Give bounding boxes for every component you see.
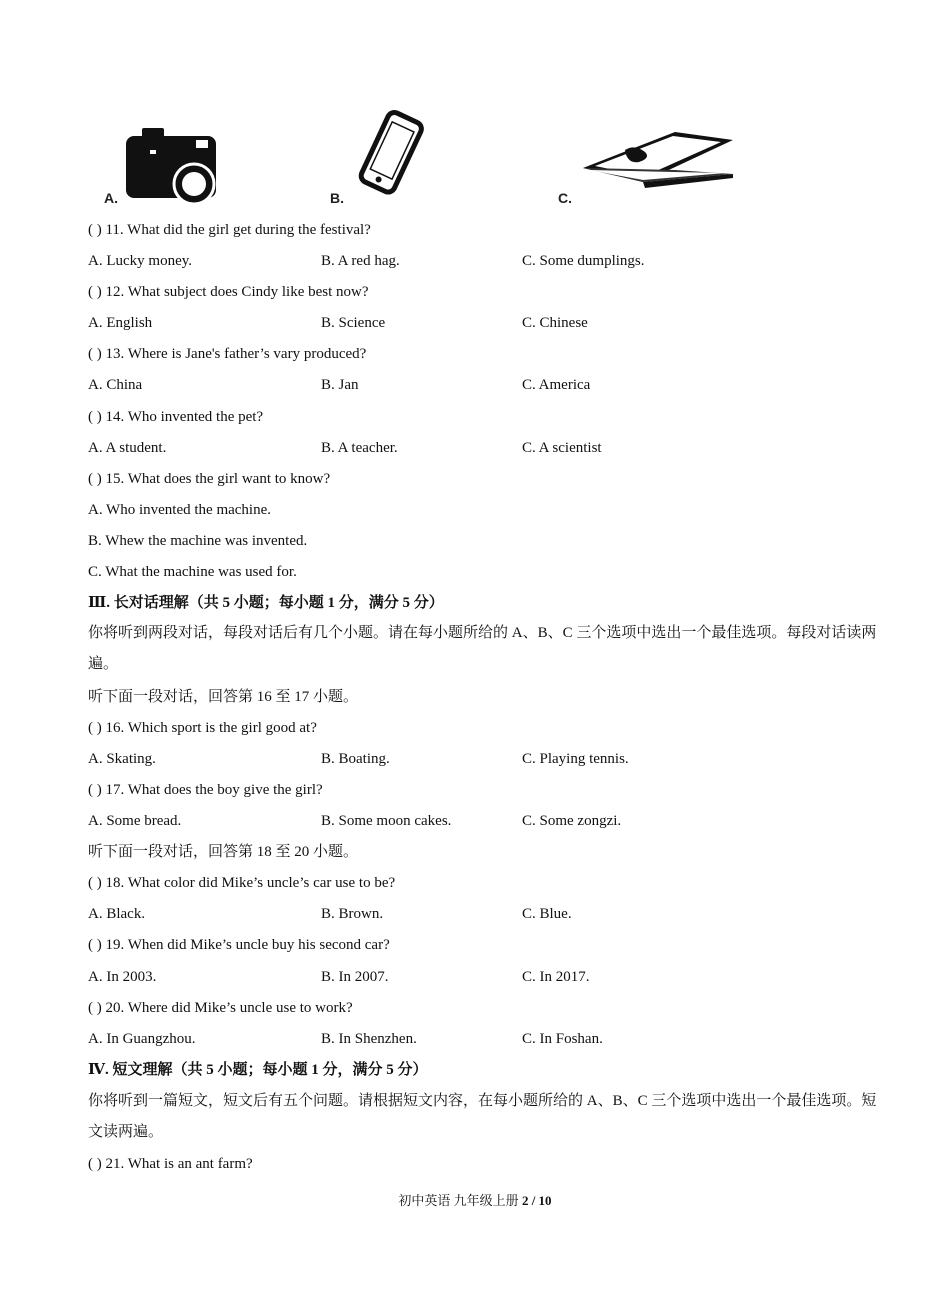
q17-option-b: B. Some moon cakes. bbox=[321, 813, 452, 829]
section-3-part-2: 听下面一段对话，回答第 18 至 20 小题。 bbox=[88, 844, 359, 860]
q20-option-b: B. In Shenzhen. bbox=[321, 1031, 417, 1047]
section-4-heading: Ⅳ. 短文理解（共 5 小题；每小题 1 分，满分 5 分） bbox=[88, 1062, 428, 1078]
q16-option-b: B. Boating. bbox=[321, 751, 390, 767]
q19-option-b: B. In 2007. bbox=[321, 969, 389, 985]
question-15: ( ) 15. What does the girl want to know? bbox=[88, 471, 331, 487]
q13-option-b: B. Jan bbox=[321, 377, 359, 393]
question-17: ( ) 17. What does the boy give the girl? bbox=[88, 782, 323, 798]
option-a-picture bbox=[100, 110, 230, 210]
q12-option-c: C. Chinese bbox=[522, 315, 588, 331]
q15-option-b: B. Whew the machine was invented. bbox=[88, 533, 308, 549]
section-3-heading: Ⅲ. 长对话理解（共 5 小题；每小题 1 分，满分 5 分） bbox=[88, 595, 444, 611]
q18-option-c: C. Blue. bbox=[522, 906, 572, 922]
question-20: ( ) 20. Where did Mike’s uncle use to work? bbox=[88, 1000, 353, 1016]
phone-icon bbox=[330, 110, 430, 210]
section-3-part-1: 听下面一段对话，回答第 16 至 17 小题。 bbox=[88, 689, 359, 705]
section-3-instructions: 你将听到两段对话，每段对话后有几个小题。请在每小题所给的 A、B、C 三个选项中选出一个最佳选项。每段对话读两遍。 bbox=[88, 625, 877, 672]
option-a-label: A. bbox=[104, 190, 118, 206]
q14-option-b: B. A teacher. bbox=[321, 440, 398, 456]
question-13: ( ) 13. Where is Jane's father’s vary produced? bbox=[88, 346, 367, 362]
option-c-picture bbox=[555, 110, 745, 210]
q20-option-c: C. In Foshan. bbox=[522, 1031, 603, 1047]
option-c-label: C. bbox=[558, 190, 572, 206]
question-12: ( ) 12. What subject does Cindy like best now? bbox=[88, 284, 369, 300]
q13-option-c: C. America bbox=[522, 377, 591, 393]
q19-option-a: A. In 2003. bbox=[88, 969, 157, 985]
q11-option-c: C. Some dumplings. bbox=[522, 253, 645, 269]
question-11: ( ) 11. What did the girl get during the festival? bbox=[88, 222, 371, 238]
q11-option-b: B. A red hag. bbox=[321, 253, 400, 269]
option-b-label: B. bbox=[330, 190, 344, 206]
q12-option-b: B. Science bbox=[321, 315, 386, 331]
q16-option-c: C. Playing tennis. bbox=[522, 751, 629, 767]
q17-option-a: A. Some bread. bbox=[88, 813, 182, 829]
q19-option-c: C. In 2017. bbox=[522, 969, 590, 985]
q18-option-b: B. Brown. bbox=[321, 906, 384, 922]
q20-option-a: A. In Guangzhou. bbox=[88, 1031, 196, 1047]
page-footer bbox=[0, 1190, 950, 1209]
q15-option-c: C. What the machine was used for. bbox=[88, 564, 297, 580]
section-4-instructions: 你将听到一篇短文，短文后有五个问题。请根据短文内容，在每小题所给的 A、B、C 三个选项中选出一个最佳选项。短文读两遍。 bbox=[88, 1093, 877, 1140]
question-16: ( ) 16. Which sport is the girl good at? bbox=[88, 720, 317, 736]
q14-option-c: C. A scientist bbox=[522, 440, 602, 456]
page-number: 2 / 10 bbox=[521, 1193, 552, 1208]
question-19: ( ) 19. When did Mike’s uncle buy his second car? bbox=[88, 937, 390, 953]
picture-options bbox=[0, 110, 950, 220]
q14-option-a: A. A student. bbox=[88, 440, 167, 456]
q13-option-a: A. China bbox=[88, 377, 143, 393]
option-b-picture bbox=[330, 110, 430, 210]
q15-option-a: A. Who invented the machine. bbox=[88, 502, 272, 518]
question-18: ( ) 18. What color did Mike’s uncle’s car use to be? bbox=[88, 875, 396, 891]
laptop-icon bbox=[555, 110, 745, 210]
question-14: ( ) 14. Who invented the pet? bbox=[88, 409, 264, 425]
q11-option-a: A. Lucky money. bbox=[88, 253, 193, 269]
q17-option-c: C. Some zongzi. bbox=[522, 813, 622, 829]
camera-icon bbox=[100, 110, 230, 210]
question-21: ( ) 21. What is an ant farm? bbox=[88, 1156, 253, 1172]
q12-option-a: A. English bbox=[88, 315, 153, 331]
footer-title: 初中英语 九年级上册 bbox=[398, 1193, 522, 1208]
q18-option-a: A. Black. bbox=[88, 906, 146, 922]
q16-option-a: A. Skating. bbox=[88, 751, 156, 767]
